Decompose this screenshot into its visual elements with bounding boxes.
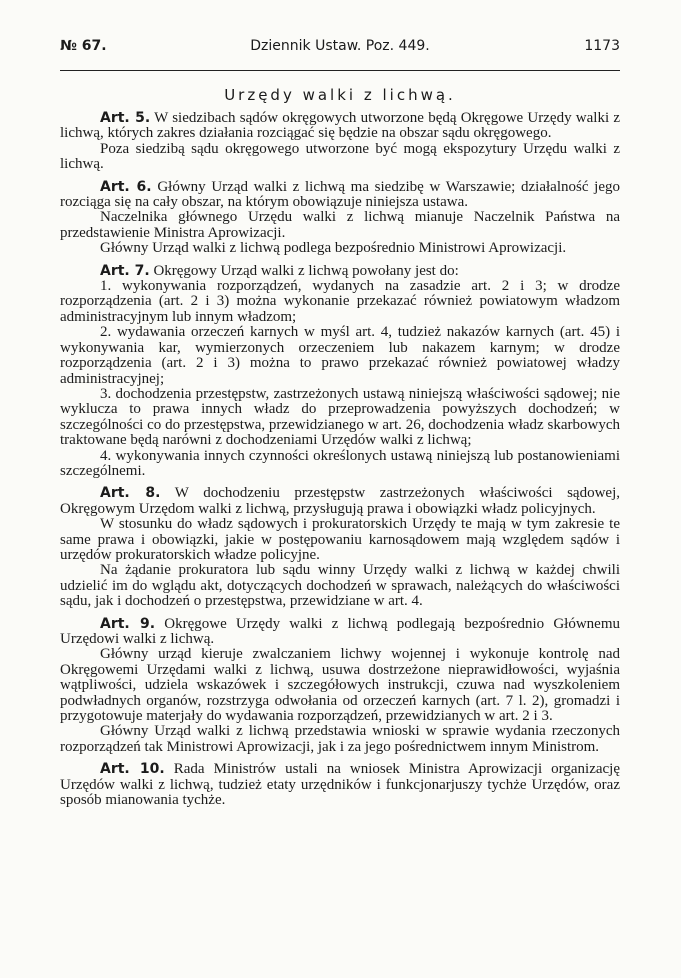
article-text: Główny Urząd walki z lichwą ma siedzibę w Warszawie; działalność jego rozciąga się na cały obszar, na którym obowiązuje niniejsza ustawa.: [60, 178, 621, 211]
page-number: 1173: [584, 38, 620, 54]
article-text: Okręgowy Urząd walki z lichwą powołany jest do:: [153, 262, 459, 279]
article-label: Art. 10.: [100, 761, 165, 778]
article-label: Art. 7.: [100, 262, 150, 279]
article-paragraph: Naczelnika głównego Urzędu walki z lichwą mianuje Naczelnik Państwa na przedstawienie Ministra Aprowizacji.: [60, 209, 620, 241]
article-text: Okręgowe Urzędy walki z lichwą podlegają bezpośrednio Głównemu Urzędowi walki z lichwą.: [60, 615, 620, 647]
article-label: Art. 9.: [100, 615, 156, 632]
article-paragraph: Główny urząd kieruje zwalczaniem lichwy wojennej i wykonuje kontrolę nad Okręgowemi Urzędami walki z lichwą, usuwa dostrzeżone nieprawidłowości, wyjaśnia wątpliwości, udziela wskazówek i szczegółowych instrukcji, czuwa nad wyszkoleniem podwładnych organów, rozstrzyga odwołania od orzeczeń karnych (art. 7 l. 2), gromadzi i przygotowuje materjały do wydawania rozporządzeń, przewidzianych w art. 2 i 3.: [60, 646, 620, 725]
section-title: Urzędy walki z lichwą.: [224, 86, 456, 104]
article-text: W dochodzeniu przestępstw zastrzeżonych właściwości sądowej, Okręgowym Urzędom walki z lichwą, przysługują prawa i obowiązki władz policyjnych.: [60, 485, 620, 517]
article-paragraph: Poza siedzibą sądu okręgowego utworzone być mogą ekspozytury Urzędu walki z lichwą.: [60, 140, 620, 173]
article-text: W siedzibach sądów okręgowych utworzone będą Okręgowe Urzędy walki z lichwą, których zakres działania rozciągać się będzie na obszar sądu okręgowego.: [60, 110, 620, 142]
list-item: 3. dochodzenia przestępstw, zastrzeżonych ustawą niniejszą właściwości sądowej; nie wyklucza to prawa innych władz do przeprowadzenia powyższych dochodzeń; w szczególności co do przestępstwa, przewidzianego w art. 26, dochodzenia władz skarbowych traktowane będą narówni z dochodzeniami Urzędów walki z lichwą;: [60, 385, 620, 449]
journal-number: № 67.: [60, 38, 107, 54]
article-label: Art. 8.: [100, 485, 161, 502]
article-paragraph: [60, 264, 620, 279]
article-paragraph: Główny Urząd walki z lichwą przedstawia wnioski w sprawie wydania rzeczonych rozporządzeń tak Ministrowi Aprowizacji, jak i za jego pośrednictwem innym Ministrom.: [60, 723, 620, 755]
article-paragraph: [60, 111, 620, 142]
document-body: [60, 111, 620, 808]
page-header: [60, 38, 620, 60]
article-paragraph: [60, 762, 620, 808]
list-item: 2. wydawania orzeczeń karnych w myśl art. 4, tudzież nakazów karnych (art. 45) i wykonywania kar, wymierzonych orzeczeniem lub nakazem karnym; w drodze rozporządzenia (art. 2 i 3) można to prawo przekazać również powiatowej władzy administracyjnej;: [60, 324, 620, 387]
article-text: Rada Ministrów ustali na wniosek Ministra Aprowizacji organizację Urzędów walki z lichwą, tudzież etaty urzędników i funkcjonarjuszy tychże Urzędów, oraz sposób mianowania tychże.: [60, 761, 620, 809]
article-label: Art. 5.: [100, 110, 151, 126]
list-item: 4. wykonywania innych czynności określonych ustawą niniejszą lub postanowieniami szczególnemi.: [60, 447, 620, 479]
article-paragraph: Na żądanie prokuratora lub sądu winny Urzędy walki z lichwą w każdej chwili udzielić im do wglądu akt, dotyczących dochodzeń w sprawach, należących do właściwości sądu, jak i dochodzeń o przestępstwa, przewidziane w art. 4.: [60, 562, 620, 610]
article-paragraph: W stosunku do władz sądowych i prokuratorskich Urzędy te mają w tym zakresie te same prawa i obowiązki, jakie w postępowaniu karnosądowem mają względem sądów i urzędów prokuratorskich władze policyjne.: [60, 516, 620, 563]
article-paragraph: [60, 486, 620, 517]
article-label: Art. 6.: [100, 178, 152, 195]
journal-title: Dziennik Ustaw. Poz. 449.: [250, 38, 430, 54]
list-item: 1. wykonywania rozporządzeń, wydanych na zasadzie art. 2 i 3; w drodze rozporządzenia (art. 2 i 3) można wykonanie przekazać również powiatowym władzom administracyjnym lub innym władzom;: [60, 278, 620, 325]
article-paragraph: Główny Urząd walki z lichwą podlega bezpośrednio Ministrowi Aprowizacji.: [100, 240, 567, 257]
article-paragraph: [60, 180, 620, 211]
article-paragraph: [60, 617, 620, 648]
header-divider: [60, 70, 620, 71]
